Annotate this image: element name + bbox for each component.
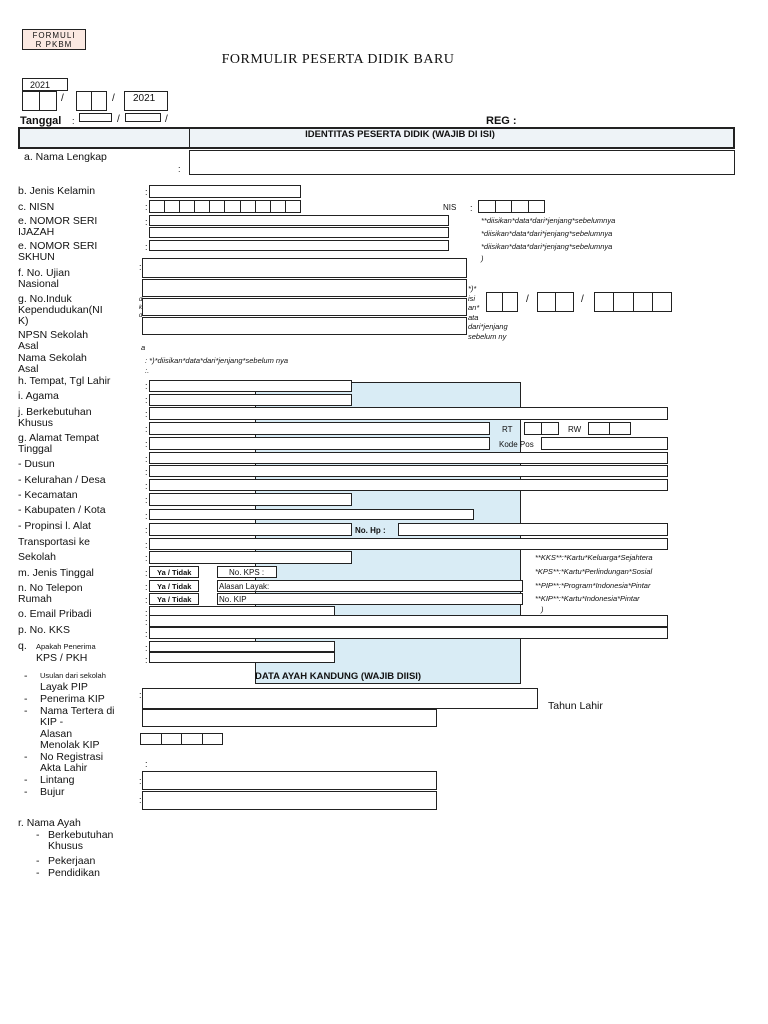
nik-label: g. No.Induk Kependudukan(NI K): [18, 293, 103, 327]
month-box-1[interactable]: [76, 91, 92, 111]
nisn-segments[interactable]: [149, 200, 301, 213]
kps-pkh-field[interactable]: [149, 641, 335, 652]
alasan-segments[interactable]: [140, 733, 223, 745]
nama-label: a. Nama Lengkap: [24, 151, 107, 163]
kks-field[interactable]: [149, 615, 668, 627]
pip-note: **PIP**:*Program*Indonesia*Pintar: [535, 581, 651, 590]
kip-note: **KIP**:*Kartu*Indonesia*Pintar: [535, 594, 640, 603]
propinsi-colon: :: [145, 525, 148, 535]
kps-pkh-field-2[interactable]: [149, 652, 335, 663]
pekerjaan-dash: -: [36, 855, 40, 867]
kks-colon: :: [145, 617, 148, 627]
skhun-colon: :: [145, 242, 148, 252]
penerima-kip-dash: -: [24, 693, 28, 705]
agama-field[interactable]: [149, 394, 352, 406]
section-divider: [189, 129, 190, 149]
tanggal-box-1[interactable]: [79, 113, 112, 122]
nama-ayah-label: r. Nama Ayah: [18, 817, 81, 829]
abk-field[interactable]: [149, 407, 668, 420]
jk-label: b. Jenis Kelamin: [18, 185, 96, 197]
alamat-colon: :: [145, 424, 148, 434]
kks-field-2[interactable]: [149, 627, 668, 639]
tahun-lahir-label: Tahun Lahir: [548, 700, 603, 712]
npsn-label: NPSN Sekolah Asal: [18, 329, 89, 352]
bujur-label: Bujur: [40, 786, 65, 798]
tanggal-colon: :: [72, 116, 75, 126]
sekolah-label: Sekolah: [18, 551, 56, 563]
layak-pip-label: Layak PIP: [40, 681, 88, 693]
kps-pkh-label: KPS / PKH: [36, 652, 88, 664]
pendidikan-dash: -: [36, 867, 40, 879]
nohp-label: No. Hp :: [355, 526, 386, 535]
npsn-field[interactable]: [142, 298, 467, 316]
day-box-2[interactable]: [39, 91, 57, 111]
nohp-field[interactable]: [398, 523, 668, 536]
ijazah-label: e. NOMOR SERI IJAZAH: [18, 215, 98, 238]
section-identitas-title: IDENTITAS PESERTA DIDIK (WAJIB DI ISI): [305, 129, 495, 140]
dusun-colon-2: :: [145, 467, 148, 477]
rw-segments[interactable]: [588, 422, 631, 435]
sekolah-colon: :: [145, 553, 148, 563]
no-kps-label: No. KPS :: [229, 568, 265, 577]
reg-label: REG :: [486, 115, 517, 127]
lintang-label: Lintang: [40, 774, 75, 786]
rt-label: RT: [502, 425, 513, 434]
usulan-label: Usulan dari sekolah: [40, 671, 106, 680]
pendidikan-label: Pendidikan: [48, 867, 100, 879]
nik-right-note: *)* isi an* ata dari*jenjang sebelum ny: [468, 284, 508, 341]
jk-field[interactable]: [149, 185, 301, 198]
dusun-field-2[interactable]: [149, 465, 668, 477]
akta-label: No Registrasi Akta Lahir: [40, 751, 104, 774]
bujur-dash: -: [24, 786, 28, 798]
date-slash-1: /: [61, 93, 64, 104]
akta-colon: :: [145, 759, 148, 769]
rt-segments[interactable]: [524, 422, 559, 435]
tanggal-box-2[interactable]: [125, 113, 161, 122]
alasan-label: Alasan Menolak KIP: [40, 728, 100, 751]
sekolah-field[interactable]: [149, 551, 352, 564]
transportasi-colon: :: [145, 540, 148, 550]
abk-ayah-dash: -: [36, 829, 40, 841]
skhun-field[interactable]: [149, 240, 449, 251]
dusun-label: - Dusun: [18, 458, 55, 470]
alasan-layak-label: Alasan Layak:: [219, 582, 270, 591]
alamat-field[interactable]: [149, 422, 490, 435]
npsn-field-2[interactable]: [142, 317, 467, 335]
layak-pip-colon: :: [139, 690, 142, 700]
email-colon: :: [145, 608, 148, 618]
note-close-paren: ): [481, 254, 484, 263]
dusun-colon: :: [145, 454, 148, 464]
a-label: a: [141, 343, 146, 352]
abk-label: j. Berkebutuhan Khusus: [18, 406, 92, 429]
usulan-dash: -: [24, 670, 28, 682]
nik-field[interactable]: [142, 279, 467, 297]
tanggal-label: Tanggal: [20, 115, 62, 127]
kps-note: *KPS**:*Kartu*Perlindungan*Sosial: [535, 567, 653, 576]
kip-yatidak: Ya / Tidak: [157, 595, 192, 604]
section-ayah-title: DATA AYAH KANDUNG (WAJIB DIISI): [255, 671, 422, 682]
nama-sekolah-label: Nama Sekolah Asal: [18, 352, 87, 375]
month-box-2[interactable]: [91, 91, 107, 111]
alamat-field-2[interactable]: [149, 437, 490, 450]
nama-kip-dash: -: [24, 705, 28, 717]
tanggal-slash-2: /: [165, 114, 168, 125]
ijazah-field-2[interactable]: [149, 227, 449, 238]
nama-kip-label: Nama Tertera di KIP -: [40, 705, 115, 728]
kecamatan-colon: :: [145, 495, 148, 505]
ttl-label: h. Tempat, Tgl Lahir: [18, 375, 111, 387]
kecamatan-field[interactable]: [149, 493, 352, 506]
ijazah-note: **diisikan*data*dari*jenjang*sebelumnya: [481, 216, 616, 225]
nis-label: NIS: [443, 203, 457, 212]
nisn-colon: :: [145, 202, 148, 212]
agama-label: i. Agama: [18, 390, 59, 402]
year-top-value: 2021: [30, 80, 51, 90]
ujian-note: *diisikan*data*dari*jenjang*sebelumnya: [481, 242, 613, 251]
small-colon: :.: [145, 366, 150, 375]
kabupaten-colon: :: [145, 511, 148, 521]
nik-left-note: d k d: [139, 297, 143, 319]
nisn-label: c. NISN: [18, 201, 55, 213]
email-label: o. Email Pribadi: [18, 608, 92, 620]
skhun-note: *diisikan*data*dari*jenjang*sebelumnya: [481, 229, 613, 238]
kks-note: **KKS**:*Kartu*Keluarga*Sejahtera: [535, 553, 653, 562]
nama-colon: :: [178, 164, 181, 174]
nik-segments-1[interactable]: [486, 292, 518, 312]
jenis-tinggal-label: m. Jenis Tinggal: [18, 567, 94, 579]
nik-slash-2: /: [581, 294, 584, 305]
rw-label: RW: [568, 425, 582, 434]
abk-colon: :: [145, 409, 148, 419]
nis-segments[interactable]: [478, 200, 545, 213]
kps-pkh-colon: :: [145, 643, 148, 653]
telepon-colon: :: [145, 582, 148, 592]
pekerjaan-label: Pekerjaan: [48, 855, 96, 867]
kelurahan-field[interactable]: [149, 479, 668, 491]
no-kip-box[interactable]: [217, 593, 523, 605]
ujian-colon: :: [139, 262, 142, 272]
nis-colon: :: [470, 203, 473, 213]
date-slash-2: /: [112, 93, 115, 104]
kps-pkh-colon-2: :: [145, 655, 148, 665]
lintang-dash: -: [24, 774, 28, 786]
penerima-kip-label: Penerima KIP: [40, 693, 105, 705]
transportasi-field[interactable]: [149, 538, 668, 550]
kabupaten-label: - Kabupaten / Kota: [18, 504, 106, 516]
telepon-label: n. No Telepon Rumah: [18, 582, 83, 605]
propinsi-label: - Propinsi l. Alat: [18, 520, 91, 532]
kks-colon-2: :: [145, 629, 148, 639]
sekolah-note: : *)*diisikan*data*dari*jenjang*sebelum nya: [145, 356, 289, 365]
apakah-label: Apakah Penerima: [36, 642, 96, 651]
kelurahan-label: - Kelurahan / Desa: [18, 474, 106, 486]
dusun-field[interactable]: [149, 452, 668, 464]
jenis-tinggal-colon: :: [145, 568, 148, 578]
bujur-colon: :: [139, 795, 142, 805]
kodepos-field[interactable]: [541, 437, 668, 450]
tanggal-slash-1: /: [117, 114, 120, 125]
kip-note-paren: ): [541, 605, 544, 614]
akta-dash: -: [24, 751, 28, 763]
layak-pip-field[interactable]: [142, 688, 538, 709]
kodepos-label: Kode Pos: [499, 440, 534, 449]
year-right-value: 2021: [133, 93, 156, 104]
agama-colon: :: [145, 395, 148, 405]
propinsi-field[interactable]: [149, 523, 352, 536]
kip-colon: :: [145, 595, 148, 605]
page-title: FORMULIR PESERTA DIDIK BARU: [221, 52, 455, 67]
bujur-field[interactable]: [142, 791, 437, 810]
ijazah-colon: :: [145, 217, 148, 227]
ttl-field[interactable]: [149, 380, 352, 392]
lintang-field[interactable]: [142, 771, 437, 790]
ijazah-field[interactable]: [149, 215, 449, 226]
kecamatan-label: - Kecamatan: [18, 489, 78, 501]
kabupaten-field[interactable]: [149, 509, 474, 520]
nama-kip-field[interactable]: [142, 709, 437, 727]
ujian-label: f. No. Ujian Nasional: [18, 267, 70, 290]
q-label: q.: [18, 640, 27, 652]
abk-ayah-label: Berkebutuhan Khusus: [48, 829, 114, 852]
kelurahan-colon: :: [145, 481, 148, 491]
nik-segments-3[interactable]: [594, 292, 672, 312]
nik-slash-1: /: [526, 294, 529, 305]
ttl-colon: :: [145, 381, 148, 391]
alamat-label: g. Alamat Tempat Tinggal: [18, 432, 99, 455]
nama-field[interactable]: [189, 150, 735, 175]
alamat-colon-2: :: [145, 439, 148, 449]
day-box-1[interactable]: [22, 91, 40, 111]
kps-yatidak: Ya / Tidak: [157, 568, 192, 577]
nik-segments-2[interactable]: [537, 292, 574, 312]
kks-label: p. No. KKS: [18, 624, 70, 636]
jk-colon: :: [145, 187, 148, 197]
pip-yatidak: Ya / Tidak: [157, 582, 192, 591]
ujian-field[interactable]: [142, 258, 467, 278]
lintang-colon: :: [139, 776, 142, 786]
skhun-label: e. NOMOR SERI SKHUN: [18, 240, 98, 263]
form-code: FORMULI R PKBM: [32, 31, 76, 49]
no-kip-label: No. KIP: [219, 595, 247, 604]
transportasi-label: Transportasi ke: [18, 536, 90, 548]
